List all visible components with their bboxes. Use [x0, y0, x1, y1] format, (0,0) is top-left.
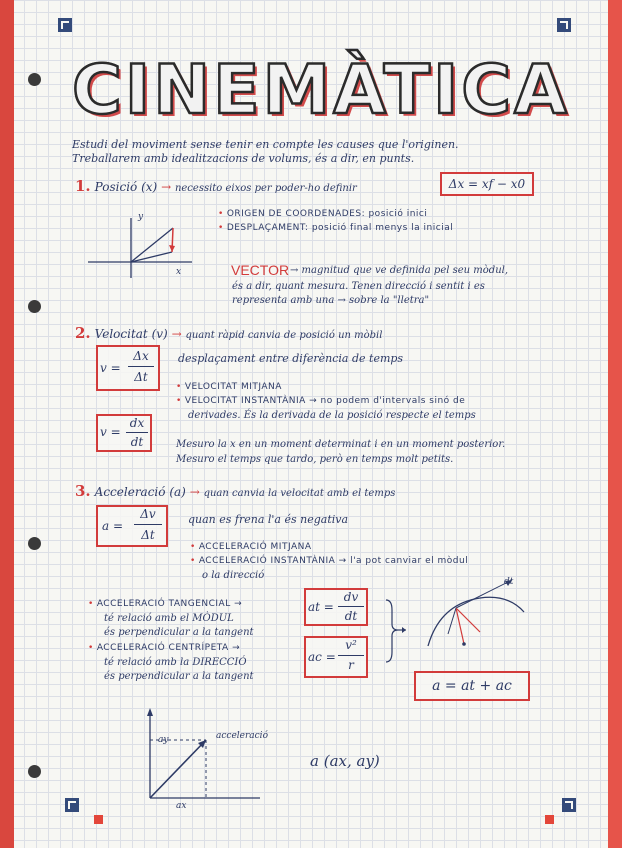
centripetal-line-2: és perpendicular a la tangent: [104, 671, 254, 682]
velocity-inst-denominator: dt: [130, 435, 144, 449]
centripetal-title: • ACCELERACIÓ CENTRÍPETA →: [88, 643, 241, 653]
intro-line-2: Treballarem amb idealitzacions de volums, és a dir, en punts.: [72, 152, 415, 165]
tangential-numerator: dv: [343, 590, 359, 604]
tangential-lhs: at =: [308, 600, 334, 614]
acceleration-components-graph: [136, 708, 266, 808]
vector-line-2: és a dir, quant mesura. Tenen direcció i sentit i es: [232, 281, 485, 292]
corner-mark-icon: [557, 18, 571, 32]
s3-bullet-2-cont: o la direcció: [202, 570, 265, 581]
centripetal-numerator: v²: [345, 638, 357, 652]
s3-bullet-1: • ACCELERACIÓ MITJANA: [190, 542, 312, 552]
section-3-heading: 3. Acceleració (a) → quan canvia la velocitat amb el temps: [75, 482, 396, 500]
velocity-avg-lhs: v =: [100, 361, 121, 375]
s2-bullet-2-cont: derivades. És la derivada de la posició respecte el temps: [188, 410, 476, 421]
tangential-denominator: dt: [344, 609, 358, 623]
corner-mark-icon: [58, 18, 72, 32]
section-1-heading: 1. Posició (x) → necessito eixos per poder-ho definir: [75, 177, 357, 195]
tangential-line-1: té relació amb el MÒDUL: [104, 613, 234, 624]
s2-note-1: Mesuro la x en un moment determinat i en un moment posterior.: [176, 439, 506, 450]
axis-x-label: x: [176, 267, 182, 277]
s2-bullet-1: • VELOCITAT MITJANA: [176, 382, 282, 392]
curved-path-acceleration-diagram: [420, 574, 540, 654]
fraction-bar: [338, 606, 364, 607]
tangential-line-2: és perpendicular a la tangent: [104, 627, 254, 638]
vector-line-1: → magnitud que ve definida pel seu mòdul,: [290, 265, 509, 276]
displacement-formula: Δx = xf − x0: [448, 177, 526, 191]
fraction-bar: [338, 655, 364, 656]
accel-components: a (ax, ay): [310, 752, 380, 770]
left-red-edge: [0, 0, 14, 848]
vector-line-3: representa amb una → sobre la "lletra": [232, 295, 430, 306]
velocity-inst-numerator: dx: [129, 416, 145, 430]
corner-mark-icon: [65, 798, 79, 812]
s2-note-2: Mesuro el temps que tardo, però en temps molt petits.: [176, 454, 454, 465]
accel-avg-denominator: Δt: [141, 528, 155, 542]
brace-arrow-icon: [380, 596, 410, 666]
corner-mark-icon: [562, 798, 576, 812]
page-title: CINEMÀTICA: [72, 51, 570, 130]
velocity-avg-denominator: Δt: [134, 370, 148, 384]
s3-bullet-2: • ACCELERACIÓ INSTANTÀNIA → l'a pot canviar el mòdul: [190, 556, 469, 566]
intro-line-1: Estudi del moviment sense tenir en compte les causes que l'originen.: [72, 138, 459, 151]
fraction-bar: [126, 432, 148, 433]
s2-bullet-2: • VELOCITAT INSTANTÀNIA → no podem d'intervals sinó de: [176, 396, 466, 406]
accel-avg-desc: quan es frena l'a és negativa: [188, 513, 349, 526]
binder-hole: [28, 765, 41, 778]
velocity-avg-numerator: Δx: [133, 349, 149, 363]
fraction-bar: [128, 366, 154, 367]
fraction-bar: [134, 524, 162, 525]
accel-avg-numerator: Δv: [140, 507, 156, 521]
section-2-heading: 2. Velocitat (v) → quant ràpid canvia de posició un mòbil: [75, 324, 383, 342]
s1-bullet-1: • ORIGEN DE COORDENADES: posició inici: [218, 209, 428, 219]
accel-sum-formula: a = at + ac: [432, 678, 512, 694]
velocity-inst-lhs: v =: [100, 425, 121, 439]
centripetal-line-1: té relació amb la DIRECCIÓ: [104, 657, 247, 668]
dt-label: dt: [504, 577, 514, 587]
vector-word: VECTOR: [231, 262, 290, 278]
graph-accel-label: acceleració: [216, 731, 268, 741]
red-square-mark: [94, 815, 103, 824]
axis-y-label: y: [138, 212, 144, 222]
centripetal-lhs: ac =: [308, 650, 336, 664]
centripetal-denominator: r: [348, 658, 354, 672]
graph-ay-label: ay: [158, 735, 169, 745]
velocity-avg-desc: desplaçament entre diferència de temps: [178, 352, 404, 365]
graph-ax-label: ax: [176, 801, 187, 811]
binder-hole: [28, 300, 41, 313]
binder-hole: [28, 73, 41, 86]
s1-bullet-2: • DESPLAÇAMENT: posició final menys la inicial: [218, 223, 454, 233]
tangential-title: • ACCELERACIÓ TANGENCIAL →: [88, 599, 243, 609]
binder-hole: [28, 537, 41, 550]
accel-avg-lhs: a =: [102, 519, 124, 533]
right-red-edge: [608, 0, 622, 848]
red-square-mark: [545, 815, 554, 824]
